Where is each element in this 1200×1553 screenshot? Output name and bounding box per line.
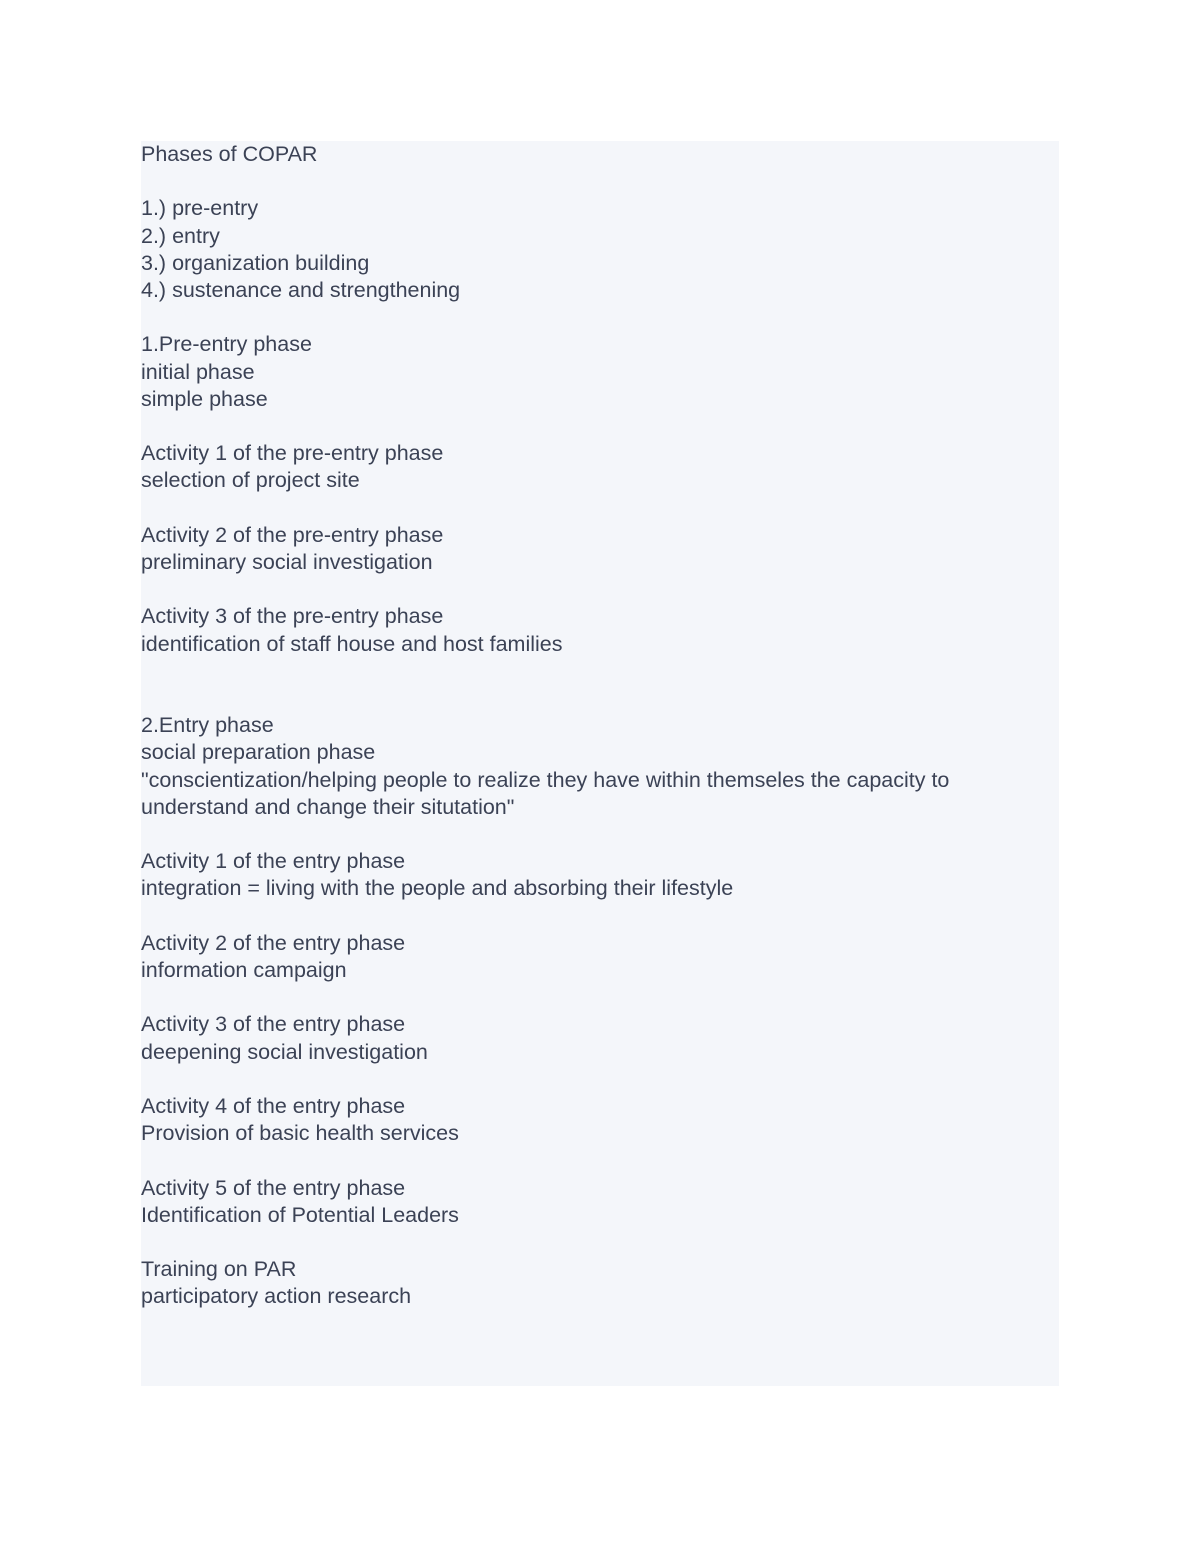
entry-section (141, 712, 1041, 1229)
activity-label: Activity 1 of the pre-entry phase (141, 441, 444, 466)
activity-label: Activity 5 of the entry phase (141, 1175, 406, 1200)
phase-list (141, 195, 1041, 304)
section-line: simple phase (141, 386, 268, 411)
activity-text: selection of project site (141, 468, 360, 493)
phase-list-item: 4.) sustenance and strengthening (141, 278, 461, 302)
activity-text: deepening social investigation (141, 1039, 428, 1064)
section-line: understand and change their situtation" (141, 794, 515, 819)
activity-label: Activity 2 of the pre-entry phase (141, 522, 444, 547)
section-heading: 1.Pre-entry phase (141, 332, 312, 357)
activity-label: Activity 3 of the entry phase (141, 1012, 406, 1037)
phase-list-item: 1.) pre-entry (141, 196, 259, 221)
section-heading: 2.Entry phase (141, 713, 274, 738)
activity-label: Activity 1 of the entry phase (141, 849, 406, 874)
activity-text: Identification of Potential Leaders (141, 1202, 459, 1227)
pre-entry-section (141, 331, 1041, 657)
training-label: Training on PAR (141, 1257, 297, 1282)
activity-label: Activity 4 of the entry phase (141, 1093, 406, 1118)
document-body (141, 141, 1041, 1311)
activity-label: Activity 2 of the entry phase (141, 930, 406, 955)
section-line: initial phase (141, 359, 255, 384)
activity-text: preliminary social investigation (141, 549, 433, 574)
document-title: Phases of COPAR (141, 142, 318, 166)
training-section (141, 1256, 1041, 1310)
training-text: participatory action research (141, 1284, 412, 1309)
activity-text: identification of staff house and host families (141, 631, 563, 656)
activity-text: Provision of basic health services (141, 1121, 459, 1146)
activity-text: information campaign (141, 957, 347, 982)
phase-list-item: 2.) entry (141, 223, 220, 248)
section-line: social preparation phase (141, 740, 376, 765)
activity-label: Activity 3 of the pre-entry phase (141, 604, 444, 629)
activity-text: integration = living with the people and absorbing their lifestyle (141, 876, 734, 901)
section-line: "conscientization/helping people to realize they have within themseles the capacity to (141, 767, 950, 792)
phase-list-item: 3.) organization building (141, 250, 370, 275)
